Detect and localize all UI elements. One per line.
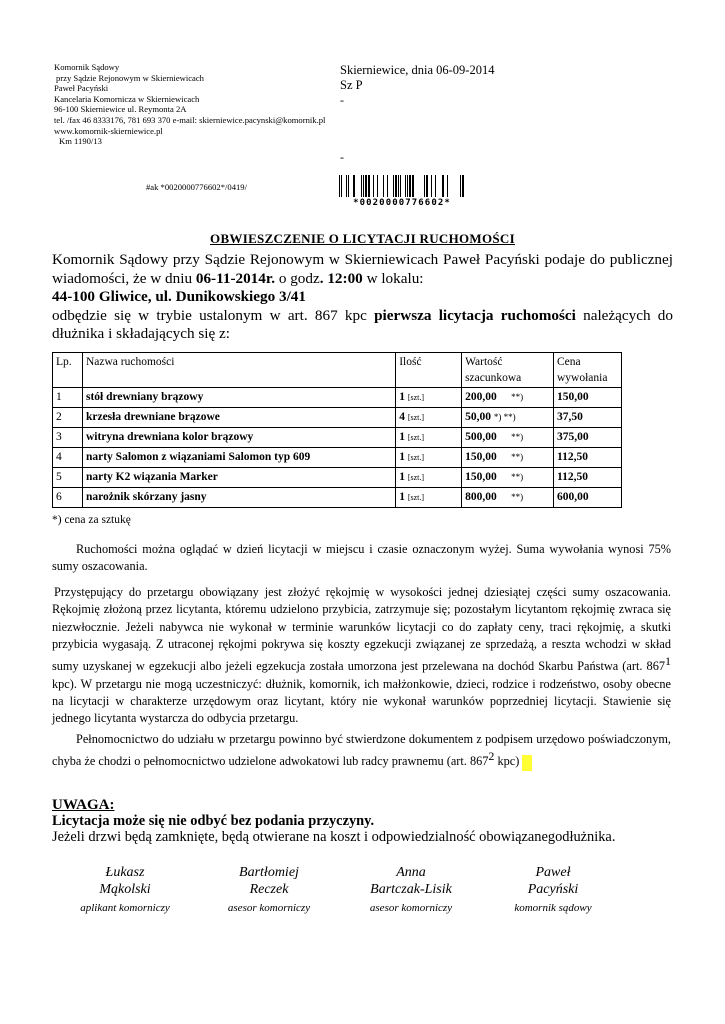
intro-text: o godz (275, 269, 320, 287)
price-amount: 112,50 (556, 451, 588, 463)
value-mark: **) (511, 472, 524, 482)
qty-value: 1 (399, 471, 405, 483)
reference-code: #ak *0020000776602*/0419/ (146, 182, 247, 192)
signature-last-name: Pacyński (527, 882, 579, 897)
header-price-l2: wywołania (556, 372, 608, 384)
value-amount: 150,00 (465, 451, 497, 463)
row-value (462, 408, 554, 428)
signature-block (341, 864, 481, 914)
bailiff-letterhead (54, 62, 354, 147)
table-row (53, 428, 622, 448)
value-mark: **) (511, 492, 524, 502)
item-name: narty Salomon z wiązaniami Salomon typ 609 (85, 451, 311, 463)
row-qty (396, 448, 462, 468)
table-row (53, 408, 622, 428)
case-number: Km 1190/13 (59, 136, 102, 147)
value-amount: 50,00 (465, 411, 491, 423)
signature-block (199, 864, 339, 914)
header-price-l1: Cena (556, 356, 581, 368)
row-name (82, 488, 395, 508)
row-price (553, 468, 621, 488)
row-qty (396, 388, 462, 408)
row-qty (396, 408, 462, 428)
price-amount: 375,00 (556, 431, 589, 443)
row-price (553, 428, 621, 448)
rules-paragraph (52, 584, 671, 727)
letterhead-line: tel. /fax 46 8333176, 781 693 370 e-mail: skierniewice.pacynski@komornik.pl (54, 114, 326, 125)
value-mark: **) (511, 452, 524, 462)
row-lp: 2 (53, 408, 83, 428)
qty-unit: [szt.] (407, 433, 425, 442)
row-value (462, 488, 554, 508)
qty-value: 4 (399, 411, 405, 423)
warning-line-1: Licytacja może się nie odbyć bez podania przyczyny. (52, 813, 375, 829)
header-qty: Ilość (396, 353, 462, 388)
warning-line-2: Jeżeli drzwi będą zamknięte, będą otwierane na koszt i odpowiedzialność obowiązanegodłużnika. (52, 829, 616, 845)
intro-text: Komornik Sądowy przy Sądzie Rejonowym w Skierniewicach Paweł Pacyński podaje do publicznej wiadomości, że w dniu (52, 251, 673, 287)
row-lp: 5 (53, 468, 83, 488)
table-row (53, 468, 622, 488)
row-name (82, 428, 395, 448)
letterhead-line: www.komornik-skierniewice.pl (54, 125, 163, 136)
table-row (53, 388, 622, 408)
qty-unit: [szt.] (407, 493, 425, 502)
price-amount: 112,50 (556, 471, 588, 483)
intro-paragraph (52, 251, 673, 344)
row-qty (396, 428, 462, 448)
rules-text: Przystępujący do przetargu obowiązany jest złożyć rękojmię w wysokości jednej dziesiątej części sumy oszacowania. Rękojmię złożoną przez licytanta, któremu udzielono przybicia, zatrzymuje się; pozostałym licytantom rękojmię zwraca się niezwłocznie. Jeżeli nabywca nie wykonał w terminie warunków licytacji co do zapłaty ceny, traci rękojmię, a skutki przybicia wygasają. Z utraconej rękojmi pokrywa się koszty egzekucji związanej ze sprzedażą, a reszta wchodzi w skład sumy uzyskanej w egzekucji albo jeżeli egzekucja została umorzona jest przelewana na dochód Skarbu Państwa (art. 867 (52, 585, 671, 674)
row-qty (396, 488, 462, 508)
table-row (53, 448, 622, 468)
value-mark: **) (511, 432, 524, 442)
row-lp: 4 (53, 448, 83, 468)
row-lp: 1 (53, 388, 83, 408)
intro-text: odbędzie się w trybie ustalonym w art. 867 kpc (52, 306, 375, 324)
letterhead-line: Komornik Sądowy (54, 62, 120, 72)
signature-first-name: Bartłomiej (239, 865, 299, 880)
value-amount: 150,00 (465, 471, 497, 483)
row-value (462, 428, 554, 448)
dash-mark: - (340, 93, 344, 107)
row-name (82, 468, 395, 488)
article-superscript: 2 (488, 749, 495, 764)
header-price (553, 353, 621, 388)
letterhead-line: przy Sądzie Rejonowym w Skierniewicach (56, 72, 204, 83)
signature-first-name: Paweł (535, 865, 571, 880)
row-price (553, 388, 621, 408)
document-title: OBWIESZCZENIE O LICYTACJI RUCHOMOŚCI (210, 231, 515, 246)
proxy-text: Pełnomocnictwo do udziału w przetargu powinno być stwierdzone dokumentem z podpisem urzędowo poświadczonym, chyba że chodzi o pełnomocnictwo udzielone adwokatowi lub radcy prawnemu (art. 867 (52, 732, 671, 769)
row-value (462, 448, 554, 468)
proxy-text: kpc) (494, 754, 520, 769)
auction-type: pierwsza licytacja ruchomości (374, 306, 576, 324)
intro-text: w lokalu: (362, 269, 424, 287)
article-superscript: 1 (665, 654, 671, 669)
price-amount: 150,00 (556, 391, 589, 403)
item-name: narty K2 wiązania Marker (85, 471, 218, 483)
highlight-mark (522, 755, 532, 771)
signature-first-name: Anna (396, 865, 426, 880)
item-name: witryna drewniana kolor brązowy (85, 431, 254, 443)
price-amount: 37,50 (556, 411, 583, 423)
signature-role: komornik sądowy (514, 902, 592, 914)
value-mark: *) **) (493, 412, 516, 422)
signature-role: asesor komorniczy (369, 902, 453, 914)
signature-last-name: Bartczak-Lisik (370, 882, 452, 897)
signature-block (483, 864, 623, 914)
qty-value: 1 (399, 491, 405, 503)
header-value-l2: szacunkowa (465, 372, 522, 384)
signature-first-name: Łukasz (105, 865, 145, 880)
auction-address: 44-100 Gliwice, ul. Dunikowskiego 3/41 (52, 288, 306, 305)
warning-heading: UWAGA: (52, 797, 115, 813)
row-lp: 3 (53, 428, 83, 448)
row-value (462, 388, 554, 408)
item-name: stół drewniany brązowy (85, 391, 204, 403)
row-price (553, 408, 621, 428)
row-price (553, 488, 621, 508)
row-name (82, 448, 395, 468)
footnote: *) cena za sztukę (52, 514, 131, 526)
signature-role: asesor komorniczy (227, 902, 311, 914)
letterhead-line: 96-100 Skierniewice ul. Reymonta 2A (54, 104, 187, 115)
table-row (53, 488, 622, 508)
initials: Sz P (340, 78, 363, 92)
auction-date: 06-11-2014r. (195, 269, 276, 287)
qty-value: 1 (399, 431, 405, 443)
row-name (82, 388, 395, 408)
qty-value: 1 (399, 451, 405, 463)
proxy-paragraph (52, 731, 671, 771)
row-lp: 6 (53, 488, 83, 508)
signature-last-name: Reczek (249, 882, 289, 897)
item-name: narożnik skórzany jasny (85, 491, 207, 503)
value-mark: **) (511, 392, 524, 402)
place-date: Skierniewice, dnia 06-09-2014 (340, 63, 495, 77)
rules-text: kpc). W przetargu nie mogą uczestniczyć: dłużnik, komornik, ich małżonkowie, dzieci, rodzice i rodzeństwo, osoby obecne na licytacji w charakterze urzędowym oraz licytant, który nie wykonał warunków poprzedniej licytacji. Stawienie się jednego licytanta wystarcza do odbycia przetargu. (52, 676, 671, 726)
qty-unit: [szt.] (407, 453, 425, 462)
value-amount: 500,00 (465, 431, 497, 443)
viewing-paragraph: Ruchomości można oglądać w dzień licytacji w miejscu i czasie oznaczonym wyżej. Suma wywołania wynosi 75% sumy oszacowania. (52, 542, 671, 574)
signature-last-name: Mąkolski (99, 882, 151, 897)
value-amount: 800,00 (465, 491, 497, 503)
items-table (52, 352, 622, 508)
header-value-l1: Wartość (465, 356, 503, 368)
row-qty (396, 468, 462, 488)
qty-unit: [szt.] (407, 473, 425, 482)
item-name: krzesła drewniane brązowe (85, 411, 220, 423)
table-header-row (53, 353, 622, 388)
header-lp: Lp. (53, 353, 83, 388)
qty-unit: [szt.] (407, 413, 425, 422)
row-name (82, 408, 395, 428)
place-date-block (340, 63, 494, 108)
barcode-text: *0020000776602* (353, 198, 451, 208)
signature-role: aplikant komorniczy (80, 902, 170, 914)
signature-block (55, 864, 195, 914)
letterhead-line: Kancelaria Komornicza w Skierniewicach (54, 93, 200, 104)
auction-time: . 12:00 (319, 269, 363, 287)
qty-unit: [szt.] (407, 393, 425, 402)
price-amount: 600,00 (556, 491, 589, 503)
qty-value: 1 (399, 391, 405, 403)
header-value (462, 353, 554, 388)
row-price (553, 448, 621, 468)
dash-mark: - (340, 150, 344, 164)
intro-text: należących do dłużnika i składających się z: (52, 306, 673, 342)
row-value (462, 468, 554, 488)
letterhead-line: Paweł Pacyński (54, 83, 109, 94)
header-name: Nazwa ruchomości (82, 353, 395, 388)
value-amount: 200,00 (465, 391, 497, 403)
